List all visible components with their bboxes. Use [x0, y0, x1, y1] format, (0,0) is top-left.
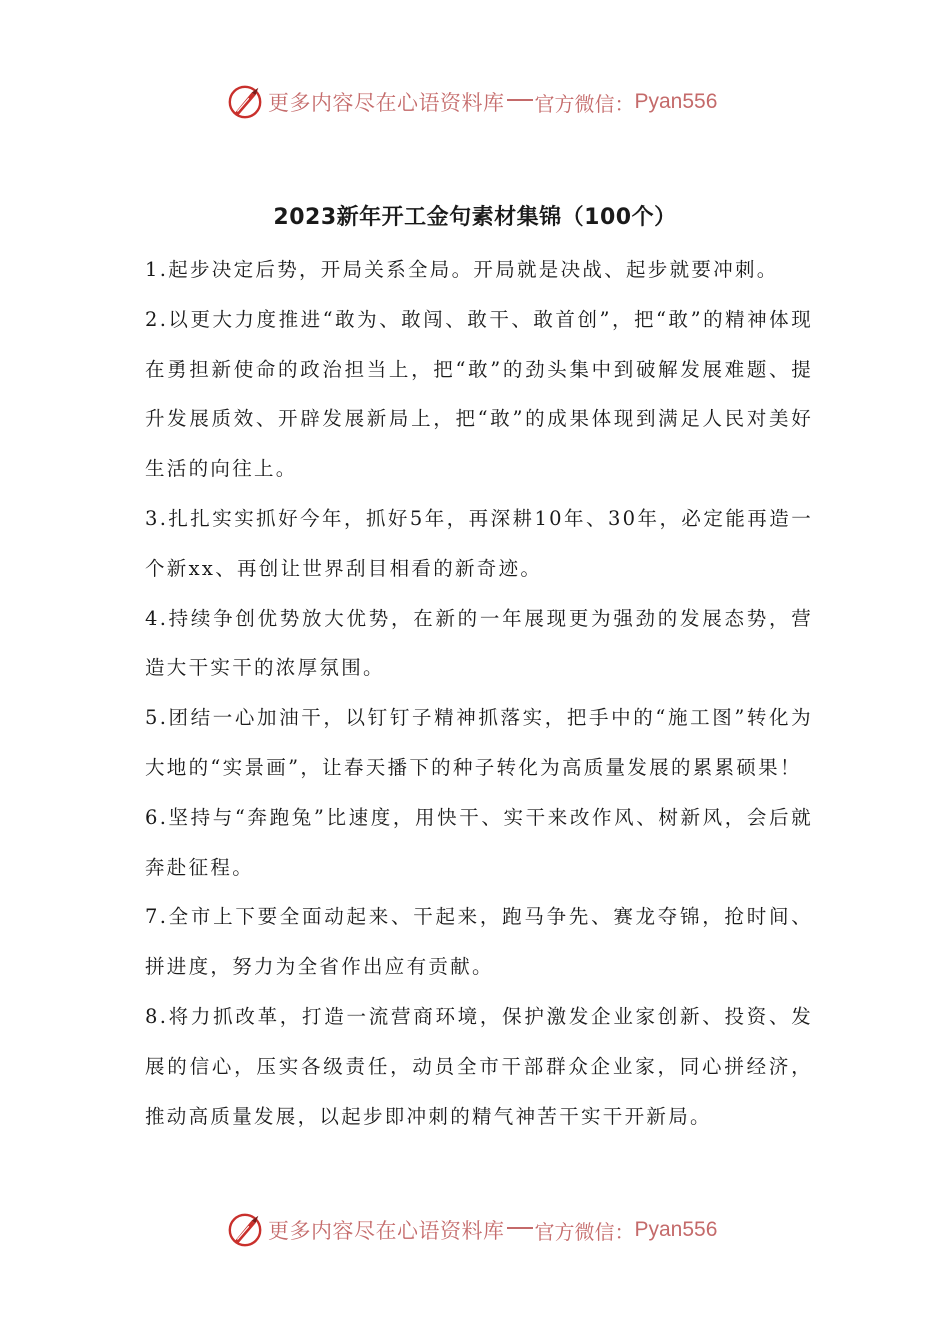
banner-brand-text: 更多内容尽在心语资料库	[268, 91, 505, 115]
header-banner	[226, 82, 717, 122]
banner-wechat-id: Pyan556	[634, 90, 718, 113]
banner-dash	[507, 1227, 533, 1229]
banner-brand-text: 更多内容尽在心语资料库	[268, 1219, 505, 1243]
paragraph: 5.团结一心加油干，以钉钉子精神抓落实，把手中的“施工图”转化为大地的“实景画”，让春天播下的种子转化为高质量发展的累累硕果！	[145, 706, 813, 779]
banner-dash	[507, 99, 533, 101]
document-title: 2023新年开工金句素材集锦（100个）	[273, 205, 677, 230]
quill-pen-logo-icon	[226, 1211, 264, 1249]
paragraph: 6.坚持与“奔跑兔”比速度，用快干、实干来改作风、树新风，会后就奔赴征程。	[145, 805, 813, 879]
paragraph: 4.持续争创优势放大优势，在新的一年展现更为强劲的发展态势，营造大干实干的浓厚氛围。	[145, 606, 813, 680]
footer-banner	[226, 1210, 717, 1250]
paragraph: 2.以更大力度推进“敢为、敢闯、敢干、敢首创”，把“敢”的精神体现在勇担新使命的政治担当上，把“敢”的劲头集中到破解发展难题、提升发展质效、开辟发展新局上，把“敢”的成果体现到满足人民对美好生活的向往上。	[145, 307, 813, 481]
paragraph: 3.扎扎实实抓好今年，抓好5年，再深耕10年、30年，必定能再造一个新xx、再创让世界刮目相看的新奇迹。	[145, 506, 813, 580]
banner-official-label: 官方微信：	[534, 91, 635, 116]
banner-official-label: 官方微信：	[534, 1219, 635, 1244]
paragraph: 8.将力抓改革，打造一流营商环境，保护激发企业家创新、投资、发展的信心，压实各级责任，动员全市干部群众企业家，同心拼经济，推动高质量发展，以起步即冲刺的精气神苦干实干开新局。	[145, 1004, 813, 1128]
paragraph: 1.起步决定后势，开局关系全局。开局就是决战、起步就要冲刺。	[145, 258, 779, 281]
quill-pen-logo-icon	[226, 83, 264, 121]
paragraph: 7.全市上下要全面动起来、干起来，跑马争先、赛龙夺锦，抢时间、拼进度，努力为全省作出应有贡献。	[145, 905, 813, 979]
document-body	[145, 245, 813, 1141]
banner-wechat-id: Pyan556	[634, 1218, 718, 1241]
